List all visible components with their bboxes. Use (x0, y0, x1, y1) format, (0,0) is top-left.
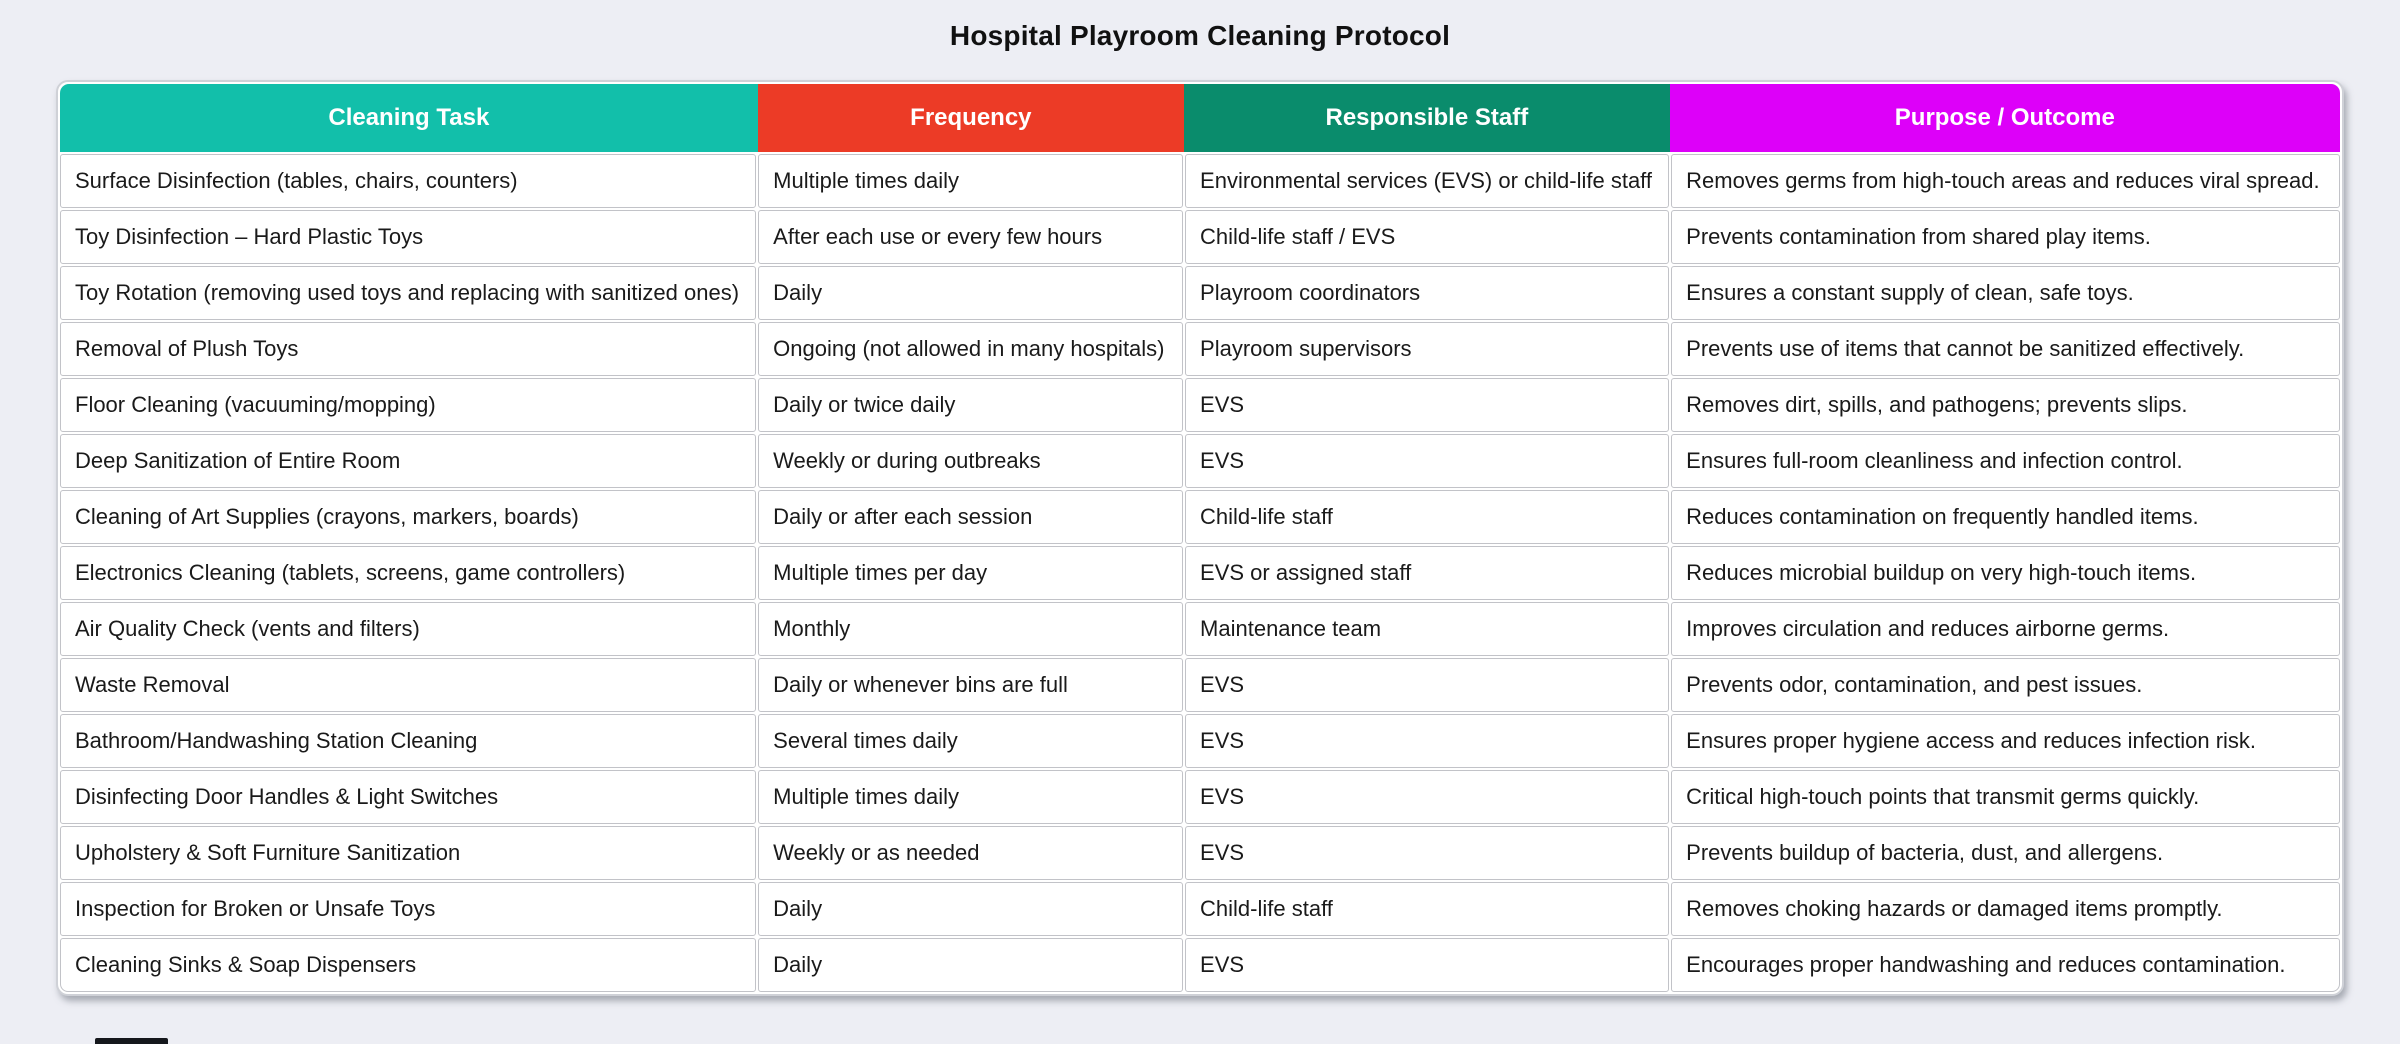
cell-frequency: Multiple times daily (758, 770, 1183, 824)
cell-responsible-staff: Playroom supervisors (1185, 322, 1669, 376)
cell-cleaning-task: Surface Disinfection (tables, chairs, counters) (60, 154, 756, 208)
cell-frequency: Monthly (758, 602, 1183, 656)
table-row (60, 210, 2340, 264)
bottom-edge-dark-fragment (95, 1038, 168, 1044)
cell-responsible-staff: EVS (1185, 770, 1669, 824)
table-row (60, 154, 2340, 208)
cell-purpose-outcome: Prevents buildup of bacteria, dust, and allergens. (1671, 826, 2340, 880)
cell-purpose-outcome: Prevents use of items that cannot be sanitized effectively. (1671, 322, 2340, 376)
cell-purpose-outcome: Removes dirt, spills, and pathogens; prevents slips. (1671, 378, 2340, 432)
table-row (60, 602, 2340, 656)
cell-cleaning-task: Bathroom/Handwashing Station Cleaning (60, 714, 756, 768)
cell-cleaning-task: Air Quality Check (vents and filters) (60, 602, 756, 656)
table-row (60, 266, 2340, 320)
cell-responsible-staff: Environmental services (EVS) or child-life staff (1185, 154, 1669, 208)
cell-cleaning-task: Waste Removal (60, 658, 756, 712)
table-body (60, 154, 2340, 992)
cell-purpose-outcome: Reduces contamination on frequently handled items. (1671, 490, 2340, 544)
table-row (60, 322, 2340, 376)
cell-responsible-staff: EVS (1185, 434, 1669, 488)
cell-responsible-staff: Child-life staff / EVS (1185, 210, 1669, 264)
cell-responsible-staff: Child-life staff (1185, 490, 1669, 544)
cell-purpose-outcome: Improves circulation and reduces airborne germs. (1671, 602, 2340, 656)
table-row (60, 826, 2340, 880)
cell-frequency: Weekly or as needed (758, 826, 1183, 880)
cell-frequency: Daily (758, 882, 1183, 936)
header-cell-purpose-outcome: Purpose / Outcome (1670, 84, 2340, 152)
table-row (60, 882, 2340, 936)
cell-responsible-staff: Playroom coordinators (1185, 266, 1669, 320)
cell-cleaning-task: Deep Sanitization of Entire Room (60, 434, 756, 488)
cell-frequency: Daily or twice daily (758, 378, 1183, 432)
cell-frequency: After each use or every few hours (758, 210, 1183, 264)
cell-purpose-outcome: Ensures full-room cleanliness and infection control. (1671, 434, 2340, 488)
table-header-row (60, 84, 2340, 152)
cell-frequency: Daily (758, 266, 1183, 320)
cell-responsible-staff: EVS (1185, 378, 1669, 432)
cell-cleaning-task: Electronics Cleaning (tablets, screens, game controllers) (60, 546, 756, 600)
cell-responsible-staff: EVS (1185, 658, 1669, 712)
cell-frequency: Multiple times daily (758, 154, 1183, 208)
table-row (60, 658, 2340, 712)
table-row (60, 434, 2340, 488)
table-row (60, 714, 2340, 768)
cell-purpose-outcome: Encourages proper handwashing and reduces contamination. (1671, 938, 2340, 992)
table-row (60, 378, 2340, 432)
cell-cleaning-task: Upholstery & Soft Furniture Sanitization (60, 826, 756, 880)
cell-purpose-outcome: Ensures a constant supply of clean, safe toys. (1671, 266, 2340, 320)
cell-cleaning-task: Removal of Plush Toys (60, 322, 756, 376)
cell-responsible-staff: Maintenance team (1185, 602, 1669, 656)
cell-frequency: Daily or whenever bins are full (758, 658, 1183, 712)
cell-cleaning-task: Toy Rotation (removing used toys and replacing with sanitized ones) (60, 266, 756, 320)
cell-cleaning-task: Cleaning Sinks & Soap Dispensers (60, 938, 756, 992)
cell-responsible-staff: EVS or assigned staff (1185, 546, 1669, 600)
cell-cleaning-task: Inspection for Broken or Unsafe Toys (60, 882, 756, 936)
table-row (60, 770, 2340, 824)
cell-cleaning-task: Toy Disinfection – Hard Plastic Toys (60, 210, 756, 264)
cell-purpose-outcome: Critical high-touch points that transmit germs quickly. (1671, 770, 2340, 824)
header-cell-cleaning-task: Cleaning Task (60, 84, 758, 152)
cell-purpose-outcome: Reduces microbial buildup on very high-touch items. (1671, 546, 2340, 600)
cell-frequency: Weekly or during outbreaks (758, 434, 1183, 488)
cell-purpose-outcome: Prevents odor, contamination, and pest issues. (1671, 658, 2340, 712)
cell-responsible-staff: Child-life staff (1185, 882, 1669, 936)
cell-purpose-outcome: Ensures proper hygiene access and reduces infection risk. (1671, 714, 2340, 768)
cleaning-protocol-table (56, 80, 2344, 996)
table-row (60, 938, 2340, 992)
header-cell-responsible-staff: Responsible Staff (1184, 84, 1670, 152)
cell-responsible-staff: EVS (1185, 826, 1669, 880)
cell-frequency: Daily or after each session (758, 490, 1183, 544)
cell-purpose-outcome: Removes choking hazards or damaged items promptly. (1671, 882, 2340, 936)
page-title: Hospital Playroom Cleaning Protocol (949, 20, 1451, 51)
cell-purpose-outcome: Prevents contamination from shared play items. (1671, 210, 2340, 264)
cell-frequency: Daily (758, 938, 1183, 992)
cell-cleaning-task: Cleaning of Art Supplies (crayons, markers, boards) (60, 490, 756, 544)
cell-cleaning-task: Floor Cleaning (vacuuming/mopping) (60, 378, 756, 432)
cell-purpose-outcome: Removes germs from high-touch areas and reduces viral spread. (1671, 154, 2340, 208)
table-row (60, 546, 2340, 600)
cell-responsible-staff: EVS (1185, 938, 1669, 992)
table-row (60, 490, 2340, 544)
cell-frequency: Ongoing (not allowed in many hospitals) (758, 322, 1183, 376)
cell-frequency: Multiple times per day (758, 546, 1183, 600)
header-cell-frequency: Frequency (758, 84, 1184, 152)
cell-frequency: Several times daily (758, 714, 1183, 768)
cell-responsible-staff: EVS (1185, 714, 1669, 768)
cell-cleaning-task: Disinfecting Door Handles & Light Switches (60, 770, 756, 824)
